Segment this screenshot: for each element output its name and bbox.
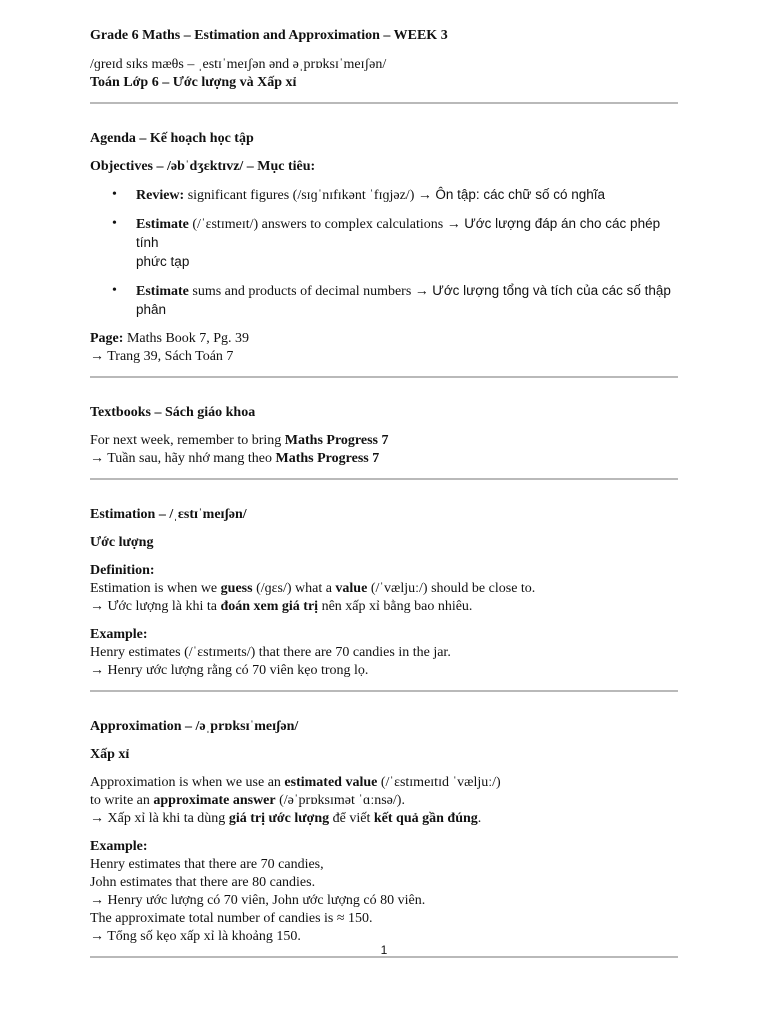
example-line: Henry estimates (/ˈɛstɪmeɪts/) that there are 70 candies in the jar. xyxy=(90,645,451,660)
page-number: 1 xyxy=(380,943,388,957)
text-run: to write an xyxy=(90,793,154,808)
objective-item xyxy=(90,282,678,320)
example-line: Henry estimates that there are 70 candies, xyxy=(90,857,324,872)
objective-bold: Estimate xyxy=(136,217,189,232)
example-label: Example: xyxy=(90,627,148,642)
text-run-bold: kết quả gần đúng xyxy=(373,811,478,826)
approximation-line xyxy=(90,792,678,810)
text-run-bold: approximate answer xyxy=(153,793,276,808)
text-run: (/əˈprɒksɪmət ˈɑːnsə/). xyxy=(275,793,405,808)
bullet-icon: • xyxy=(112,187,117,202)
objective-bold: Estimate xyxy=(136,284,189,299)
text-run-bold: value xyxy=(335,581,368,596)
text-run-bold: giá trị ước lượng xyxy=(228,811,330,826)
objective-vn: Ước lượng đáp án cho các phép tính xyxy=(136,216,661,250)
divider xyxy=(90,690,678,692)
example-line-vn: → Tổng số kẹo xấp xỉ là khoảng 150. xyxy=(90,929,301,944)
divider xyxy=(90,478,678,480)
bullet-icon: • xyxy=(112,216,117,231)
agenda-heading: Agenda – Kế hoạch học tập xyxy=(90,131,254,146)
doc-title-phonetic: /ɡreɪd sɪks mæθs – ˌestɪˈmeɪʃən ənd əˌprɒksɪˈmeɪʃən/ xyxy=(90,57,387,72)
objective-item xyxy=(90,186,678,205)
text-run: . xyxy=(477,811,482,826)
objective-vn: Ôn tập: các chữ số có nghĩa xyxy=(435,187,605,202)
approximation-line xyxy=(90,774,678,792)
textbooks-text: For next week, remember to bring xyxy=(90,433,285,448)
objective-vn-cont: phức tạp xyxy=(136,254,190,269)
objective-text: significant figures (/sɪɡˈnɪfɪkənt ˈfɪɡjəz/) → xyxy=(184,188,436,203)
objective-text: sums and products of decimal numbers → xyxy=(188,284,433,299)
objective-bold: Review: xyxy=(136,188,185,203)
text-run: → Xấp xỉ là khi ta dùng xyxy=(90,811,229,826)
objective-item xyxy=(90,215,678,272)
text-run: để viết xyxy=(329,811,374,826)
bullet-icon: • xyxy=(112,283,117,298)
definition-line-vn xyxy=(90,598,678,616)
textbooks-line-vn xyxy=(90,450,678,468)
text-run: Approximation is when we use an xyxy=(90,775,285,790)
textbook-name: Maths Progress 7 xyxy=(275,451,380,466)
text-run-bold: guess xyxy=(220,581,253,596)
text-run: nên xấp xỉ bằng bao nhiêu. xyxy=(318,599,473,614)
page-value: Maths Book 7, Pg. 39 xyxy=(123,331,250,346)
estimation-heading-vn: Ước lượng xyxy=(90,535,154,550)
textbooks-text-vn: → Tuần sau, hãy nhớ mang theo xyxy=(90,451,276,466)
text-run: (/ˈɛstɪmeɪtɪd ˈvæljuː/) xyxy=(377,775,501,790)
definition-label: Definition: xyxy=(90,563,155,578)
text-run-bold: đoán xem giá trị xyxy=(220,599,319,614)
example-line-vn: → Henry ước lượng có 70 viên, John ước lượng có 80 viên. xyxy=(90,893,426,908)
example-line-vn: → Henry ước lượng rằng có 70 viên kẹo trong lọ. xyxy=(90,663,369,678)
approximation-heading-vn: Xấp xỉ xyxy=(90,747,130,762)
doc-title-vn: Toán Lớp 6 – Ước lượng và Xấp xỉ xyxy=(90,75,297,90)
page-reference-vn: → Trang 39, Sách Toán 7 xyxy=(90,349,234,364)
textbooks-line xyxy=(90,432,678,450)
definition-line xyxy=(90,580,678,598)
objectives-list xyxy=(90,186,678,320)
text-run: Estimation is when we xyxy=(90,581,221,596)
example-line: The approximate total number of candies is ≈ 150. xyxy=(90,911,373,926)
objective-vn: Ước lượng tổng và tích của các số thập phân xyxy=(136,283,671,317)
approximation-line-vn xyxy=(90,810,678,828)
text-run: → Ước lượng là khi ta xyxy=(90,599,221,614)
page-label: Page: xyxy=(90,331,124,346)
objective-text: (/ˈɛstɪmeɪt/) answers to complex calculations → xyxy=(188,217,465,232)
approximation-heading: Approximation – /əˌprɒksɪˈmeɪʃən/ xyxy=(90,719,299,734)
divider xyxy=(90,102,678,104)
divider xyxy=(90,376,678,378)
page-reference xyxy=(90,330,678,348)
estimation-heading: Estimation – /ˌɛstɪˈmeɪʃən/ xyxy=(90,507,247,522)
text-run: (/ˈvæljuː/) should be close to. xyxy=(367,581,536,596)
textbooks-heading: Textbooks – Sách giáo khoa xyxy=(90,405,256,420)
example-line: John estimates that there are 80 candies. xyxy=(90,875,316,890)
text-run-bold: estimated value xyxy=(284,775,378,790)
example-label: Example: xyxy=(90,839,148,854)
document-page xyxy=(90,27,678,958)
textbook-name: Maths Progress 7 xyxy=(284,433,389,448)
doc-title: Grade 6 Maths – Estimation and Approximation – WEEK 3 xyxy=(90,28,448,43)
objectives-heading: Objectives – /əbˈdʒɛktɪvz/ – Mục tiêu: xyxy=(90,159,316,174)
text-run: (/ɡɛs/) what a xyxy=(252,581,336,596)
